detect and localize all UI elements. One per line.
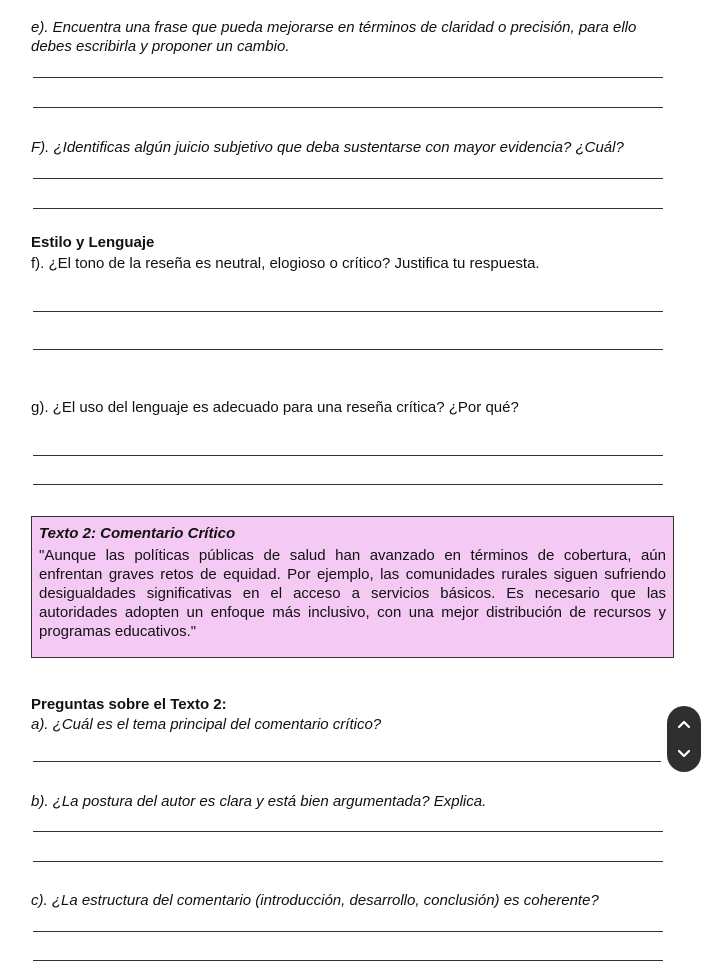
answer-line[interactable]	[33, 208, 663, 209]
texto2-body: "Aunque las políticas públicas de salud han avanzado en términos de cobertura, aún enfrentan graves retos de equidad. Por ejemplo, las comunidades rurales siguen sufriendo desigualdades significativas en el acceso a servicios básicos. Es necesario que las autoridades adopten un enfoque más inclusivo, con una mejor distribución de recursos y programas educativos."	[39, 547, 666, 640]
answer-line[interactable]	[33, 178, 663, 179]
chevron-up-icon	[677, 719, 691, 729]
answer-line[interactable]	[33, 455, 663, 456]
answer-line[interactable]	[33, 861, 663, 862]
chevron-down-icon	[677, 749, 691, 759]
texto2-box	[31, 516, 674, 658]
answer-line[interactable]	[33, 831, 663, 832]
answer-line[interactable]	[33, 931, 663, 932]
question-f: f). ¿El tono de la reseña es neutral, elogioso o crítico? Justifica tu respuesta.	[31, 255, 540, 272]
question-g: g). ¿El uso del lenguaje es adecuado para una reseña crítica? ¿Por qué?	[31, 399, 519, 416]
answer-line[interactable]	[33, 349, 663, 350]
section-heading-preguntas2: Preguntas sobre el Texto 2:	[31, 696, 227, 713]
scroll-down-button[interactable]	[667, 739, 701, 769]
question-c: c). ¿La estructura del comentario (introducción, desarrollo, conclusión) es coherente?	[31, 892, 599, 909]
question-a: a). ¿Cuál es el tema principal del comentario crítico?	[31, 716, 382, 733]
answer-line[interactable]	[33, 107, 663, 108]
scroll-control	[667, 706, 701, 772]
question-e-line2: debes escribirla y proponer un cambio.	[31, 38, 290, 55]
question-e-line1: e). Encuentra una frase que pueda mejorarse en términos de claridad o precisión, para ello	[31, 19, 637, 36]
answer-line[interactable]	[33, 484, 663, 485]
answer-line[interactable]	[33, 77, 663, 78]
answer-line[interactable]	[33, 761, 661, 762]
scroll-up-button[interactable]	[667, 709, 701, 739]
answer-line[interactable]	[33, 311, 663, 312]
section-heading-estilo: Estilo y Lenguaje	[31, 234, 155, 251]
texto2-title: Texto 2: Comentario Crítico	[39, 525, 236, 542]
question-b: b). ¿La postura del autor es clara y está bien argumentada? Explica.	[31, 793, 487, 810]
answer-line[interactable]	[33, 960, 663, 961]
question-F: F). ¿Identificas algún juicio subjetivo que deba sustentarse con mayor evidencia? ¿Cuál?	[31, 139, 624, 156]
